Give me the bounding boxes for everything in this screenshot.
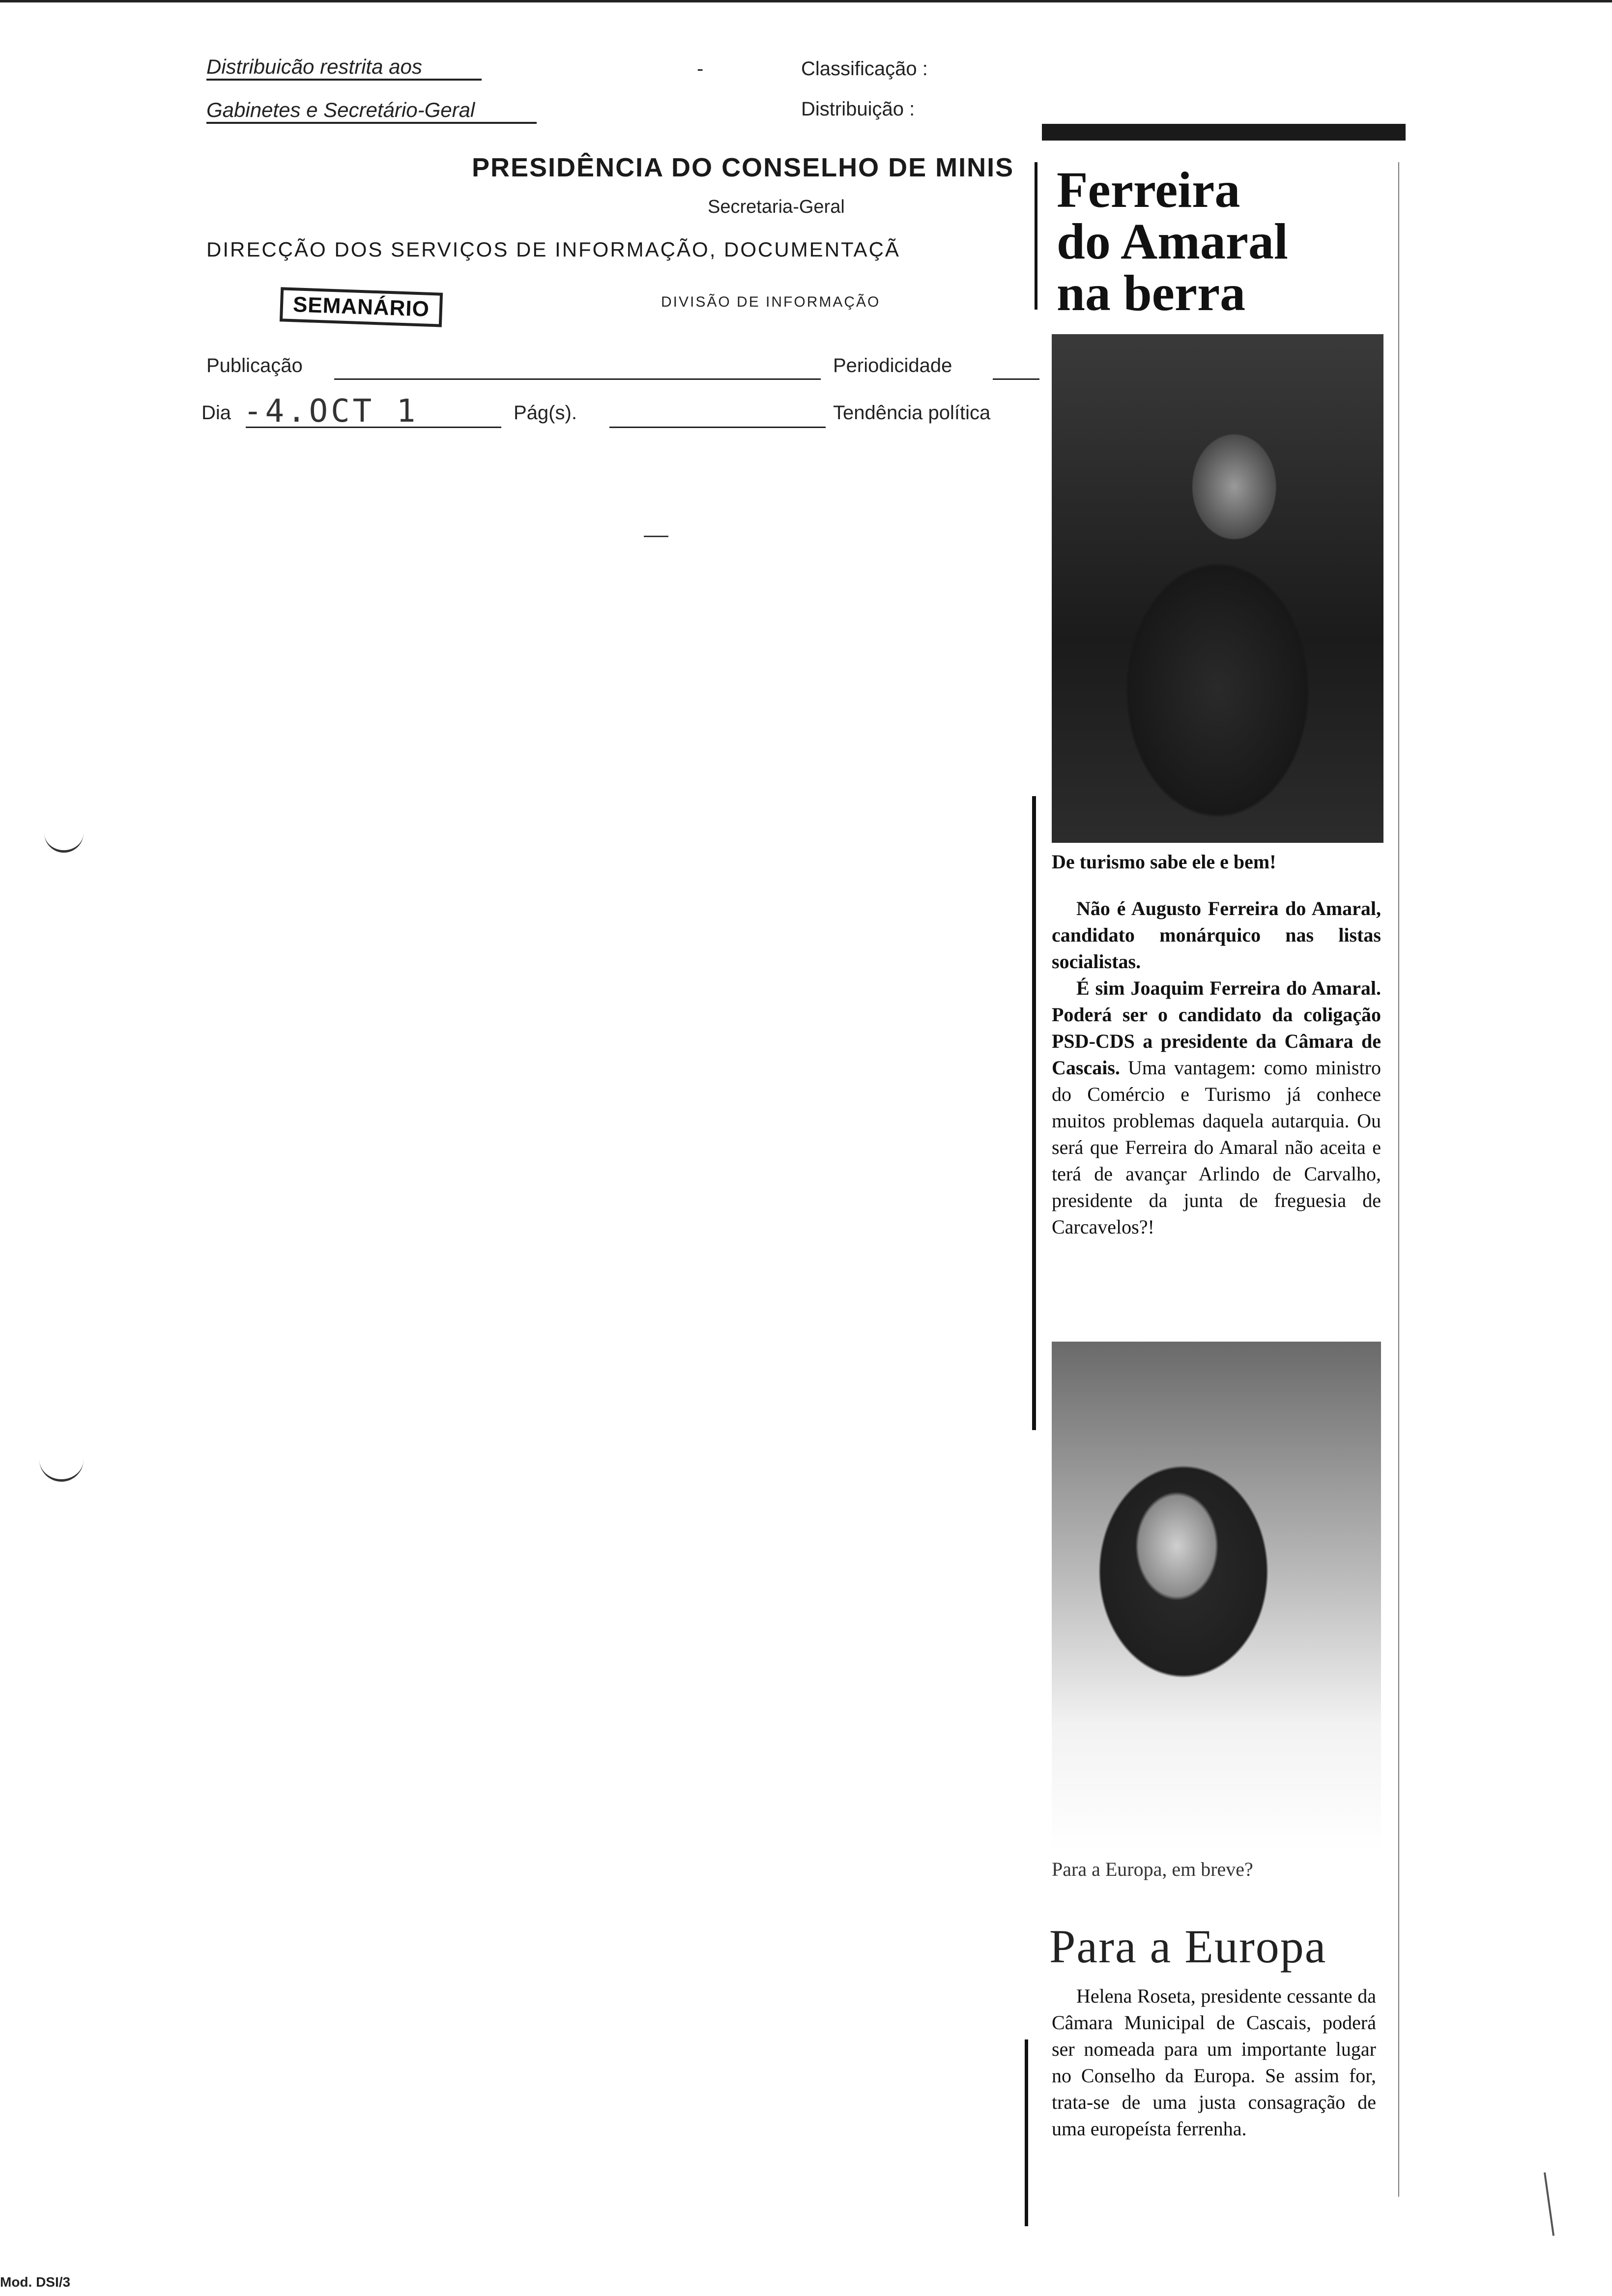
clipping-top-bar xyxy=(1042,124,1406,141)
clipping-right-rule xyxy=(1398,162,1399,2197)
photo2-caption: Para a Europa, em breve? xyxy=(1052,1858,1253,1880)
photo1-caption: De turismo sabe ele e bem! xyxy=(1052,851,1276,873)
clipping-headline-line-3: na berra xyxy=(1057,265,1246,321)
publication-label: Publicação xyxy=(206,355,303,376)
directorate-label: DIRECÇÃO DOS SERVIÇOS DE INFORMAÇÃO, DOCUMENTAÇÃ xyxy=(206,238,900,261)
distribution-line-1: Distribuicão restrita aos xyxy=(206,55,482,81)
form-model-code: Mod. DSI/3 xyxy=(0,2274,71,2290)
clipping-mid-rule xyxy=(1032,796,1036,1430)
distribution-label: Distribuição : xyxy=(801,98,915,120)
day-value: -4.OCT 1 xyxy=(243,393,419,430)
clipping-headline-2: Para a Europa xyxy=(1049,1920,1327,1973)
periodicity-line xyxy=(993,378,1039,380)
photo-ferreira-do-amaral xyxy=(1052,334,1383,843)
classification-label: Classificação : xyxy=(801,58,928,80)
article1-body xyxy=(1052,895,1381,1240)
clipping-left-rule xyxy=(1035,162,1037,310)
pages-line xyxy=(609,427,826,428)
scan-mark-curve-2 xyxy=(39,1455,84,1482)
tendency-label: Tendência política xyxy=(833,402,991,424)
scan-mark-right xyxy=(1544,2172,1554,2236)
pages-label: Pág(s). xyxy=(514,402,577,424)
article2-para: Helena Roseta, presidente cessante da Câmara Municipal de Cascais, poderá ser nomeada para um importante lugar no Conselho da Europa. Se assim for, trata-se de uma justa consagração de uma europeísta ferrenha. xyxy=(1052,1985,1376,2140)
day-line xyxy=(246,427,501,428)
publication-stamp: SEMANÁRIO xyxy=(280,287,443,327)
distribution-line-2: Gabinetes e Secretário-Geral xyxy=(206,98,537,124)
clipping-headline-line-1: Ferreira xyxy=(1057,162,1240,218)
office-title: PRESIDÊNCIA DO CONSELHO DE MINIS xyxy=(472,153,1014,182)
article2-body xyxy=(1052,1983,1376,2142)
secretariat-label: Secretaria-Geral xyxy=(708,197,845,217)
scan-mark-dash xyxy=(644,536,668,537)
article1-para1: Não é Augusto Ferreira do Amaral, candidato monárquico nas listas socialistas. xyxy=(1052,897,1381,973)
periodicity-label: Periodicidade xyxy=(833,355,952,376)
scan-mark-curve-1 xyxy=(44,826,84,853)
publication-line xyxy=(334,378,821,380)
top-scan-edge xyxy=(0,0,1612,2)
day-label: Dia xyxy=(202,402,231,424)
article1-para2-rest: Uma vantagem: como ministro do Comércio e Turismo já conhece muitos problemas daquela autarquia. Ou será que Ferreira do Amaral não aceita e terá de avançar Arlindo de Carvalho, presidente da junta de freguesia de Carcavelos?! xyxy=(1052,1057,1382,1238)
clipping-headline-line-2: do Amaral xyxy=(1057,213,1288,270)
article1-para2-lead: É sim Joaquim Ferreira do Amaral. Poderá ser o candidato da coligação PSD-CDS a presidente da Câmara de Cascais. xyxy=(1052,977,1381,1079)
photo-helena-roseta xyxy=(1052,1342,1381,1853)
division-label: DIVISÃO DE INFORMAÇÃO xyxy=(661,294,881,310)
header-dash: - xyxy=(697,58,704,80)
clipping-bottom-rule xyxy=(1025,2039,1028,2226)
